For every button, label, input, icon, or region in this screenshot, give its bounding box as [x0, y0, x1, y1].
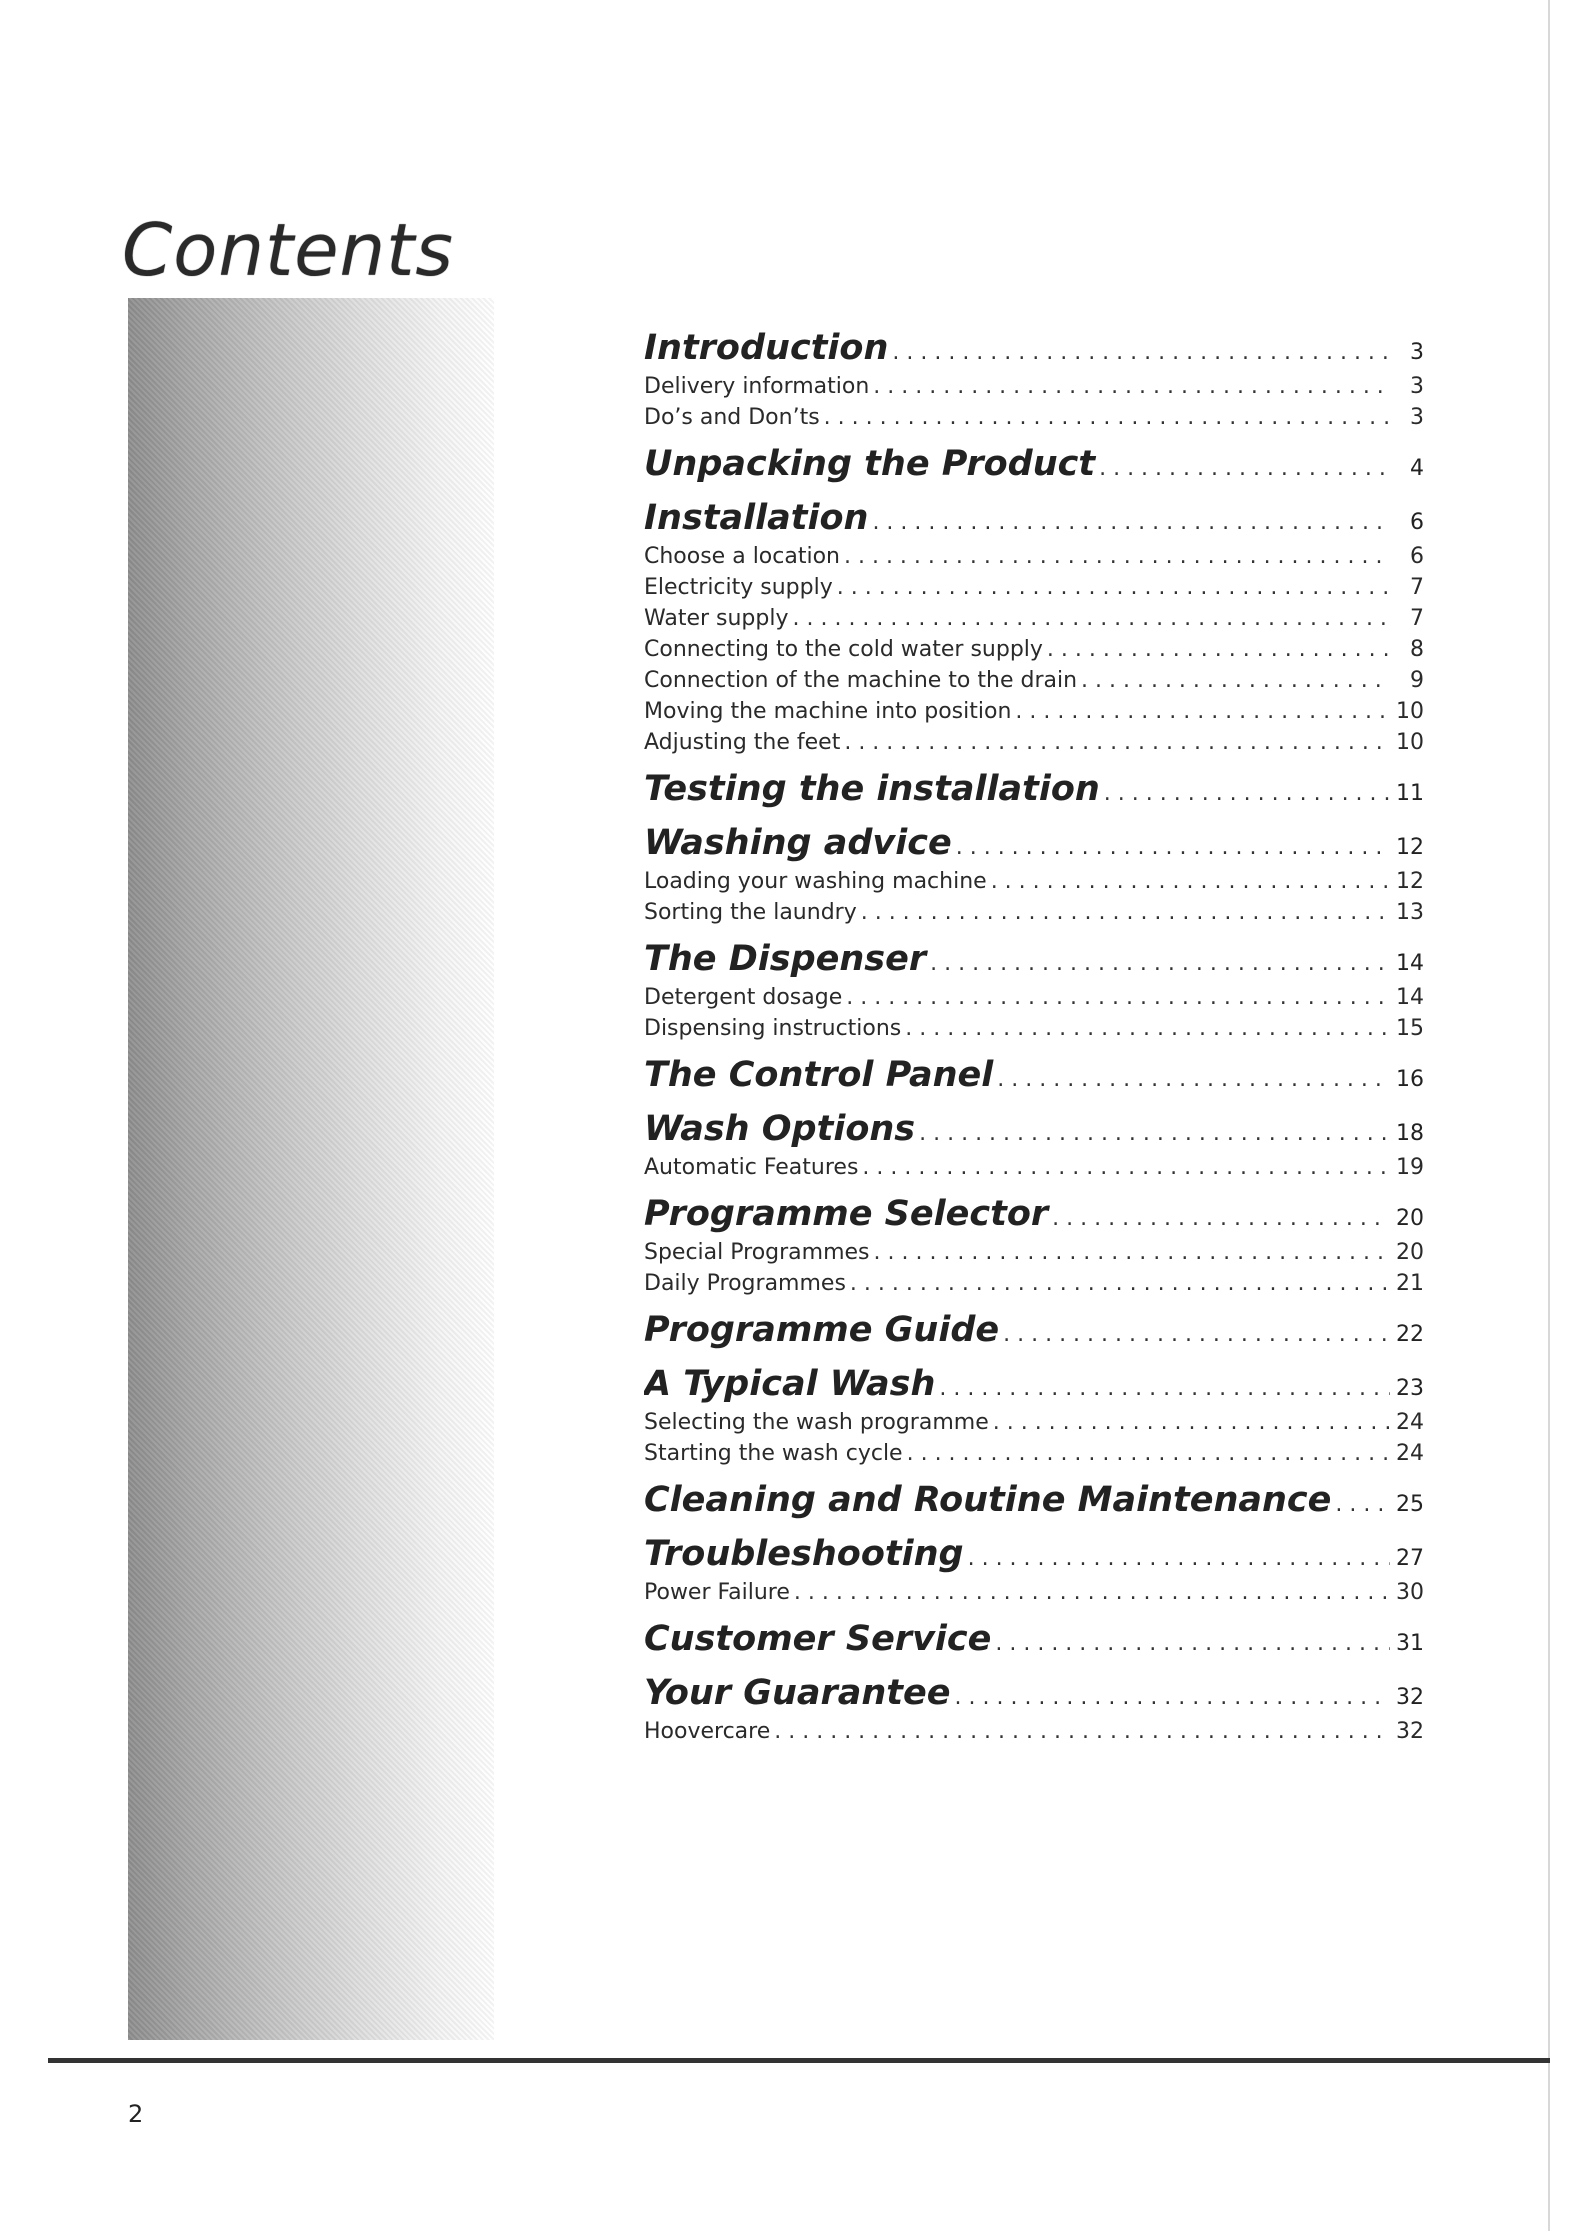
toc-page-number: 6: [1410, 510, 1424, 535]
toc-entry-title: Your Guarantee: [644, 1673, 951, 1713]
toc-page-number: 10: [1396, 730, 1424, 755]
toc-page-number: 8: [1410, 637, 1424, 662]
toc-page-number: 3: [1410, 340, 1424, 365]
toc-page-number: 11: [1396, 781, 1424, 806]
dot-leader: [793, 606, 1391, 631]
toc-entry-title: Introduction: [644, 328, 889, 368]
toc-subentry-selecting-the-wash-programme: [644, 1410, 1424, 1441]
dot-leader: [861, 900, 1390, 925]
dot-leader: [1104, 781, 1390, 806]
dot-leader: [794, 1580, 1390, 1605]
toc-subentry-title: Moving the machine into position: [644, 699, 1012, 724]
toc-subentry-title: Automatic Features: [644, 1155, 859, 1180]
toc-section: [644, 498, 1424, 761]
toc-subentry-water-supply: [644, 606, 1424, 637]
toc-page-number: 18: [1396, 1121, 1424, 1146]
dot-leader: [844, 544, 1390, 569]
dot-leader: [873, 374, 1390, 399]
toc-subentry-title: Connecting to the cold water supply: [644, 637, 1043, 662]
toc-entry-a-typical-wash: [644, 1364, 1424, 1410]
toc-section: [644, 1109, 1424, 1186]
toc-subentry-title: Do’s and Don’ts: [644, 405, 820, 430]
toc-entry-washing-advice: [644, 823, 1424, 869]
toc-page-number: 31: [1396, 1631, 1424, 1656]
dot-leader: [1047, 637, 1390, 662]
table-of-contents: [644, 328, 1424, 1750]
toc-page-number: 12: [1396, 869, 1424, 894]
toc-page-number: 30: [1396, 1580, 1424, 1605]
toc-subentry-choose-a-location: [644, 544, 1424, 575]
dot-leader: [850, 1271, 1390, 1296]
toc-subentry-loading-your-washing-machine: [644, 869, 1424, 900]
toc-entry-title: Testing the installation: [644, 769, 1100, 809]
toc-subentry-title: Special Programmes: [644, 1240, 870, 1265]
toc-page-number: 14: [1396, 985, 1424, 1010]
toc-subentry-detergent-dosage: [644, 985, 1424, 1016]
toc-entry-title: Programme Guide: [644, 1310, 1000, 1350]
toc-subentry-title: Detergent dosage: [644, 985, 843, 1010]
dot-leader: [837, 575, 1390, 600]
dot-leader: [956, 835, 1390, 860]
decorative-gradient-strip: [128, 298, 494, 2040]
toc-section: [644, 1310, 1424, 1356]
toc-subentry-automatic-features: [644, 1155, 1424, 1186]
toc-entry-title: Programme Selector: [644, 1194, 1049, 1234]
toc-subentry-title: Selecting the wash programme: [644, 1410, 989, 1435]
dot-leader: [1099, 456, 1390, 481]
toc-subentry-electricity-supply: [644, 575, 1424, 606]
toc-entry-the-control-panel: [644, 1055, 1424, 1101]
toc-section: [644, 1364, 1424, 1472]
toc-subentry-daily-programmes: [644, 1271, 1424, 1302]
toc-page-number: 10: [1396, 699, 1424, 724]
toc-subentry-title: Starting the wash cycle: [644, 1441, 903, 1466]
dot-leader: [905, 1016, 1390, 1041]
dot-leader: [824, 405, 1390, 430]
dot-leader: [930, 951, 1390, 976]
toc-section: [644, 444, 1424, 490]
toc-subentry-title: Water supply: [644, 606, 789, 631]
toc-page-number: 7: [1410, 606, 1424, 631]
toc-entry-title: Unpacking the Product: [644, 444, 1096, 484]
toc-subentry-dispensing-instructions: [644, 1016, 1424, 1047]
toc-section: [644, 823, 1424, 931]
toc-page-number: 3: [1410, 374, 1424, 399]
toc-entry-title: The Dispenser: [644, 939, 927, 979]
dot-leader: [846, 985, 1390, 1010]
toc-subentry-title: Delivery information: [644, 374, 870, 399]
page-title: Contents: [122, 208, 454, 292]
toc-page-number: 23: [1396, 1376, 1424, 1401]
dot-leader: [1052, 1206, 1390, 1231]
toc-entry-title: Washing advice: [644, 823, 952, 863]
dot-leader: [872, 510, 1390, 535]
toc-page-number: 14: [1396, 951, 1424, 976]
dot-leader: [919, 1121, 1390, 1146]
toc-page-number: 13: [1396, 900, 1424, 925]
toc-entry-title: The Control Panel: [644, 1055, 994, 1095]
toc-page-number: 19: [1396, 1155, 1424, 1180]
toc-section: [644, 769, 1424, 815]
toc-subentry-delivery-information: [644, 374, 1424, 405]
toc-entry-programme-selector: [644, 1194, 1424, 1240]
toc-section: [644, 1480, 1424, 1526]
toc-page-number: 22: [1396, 1322, 1424, 1347]
toc-page-number: 16: [1396, 1067, 1424, 1092]
toc-entry-wash-options: [644, 1109, 1424, 1155]
dot-leader: [993, 1410, 1390, 1435]
dot-leader: [892, 340, 1390, 365]
toc-subentry-starting-the-wash-cycle: [644, 1441, 1424, 1472]
toc-section: [644, 1673, 1424, 1750]
toc-section: [644, 328, 1424, 436]
dot-leader: [874, 1240, 1390, 1265]
toc-subentry-title: Power Failure: [644, 1580, 790, 1605]
toc-page-number: 24: [1396, 1410, 1424, 1435]
toc-entry-title: Wash Options: [644, 1109, 916, 1149]
dot-leader: [1015, 699, 1390, 724]
toc-entry-title: A Typical Wash: [644, 1364, 936, 1404]
dot-leader: [955, 1685, 1390, 1710]
toc-section: [644, 1055, 1424, 1101]
dot-leader: [968, 1546, 1390, 1571]
toc-page-number: 4: [1410, 456, 1424, 481]
toc-page-number: 21: [1396, 1271, 1424, 1296]
toc-page-number: 6: [1410, 544, 1424, 569]
toc-subentry-title: Electricity supply: [644, 575, 833, 600]
toc-subentry-connecting-to-the-cold-water-supply: [644, 637, 1424, 668]
toc-subentry-title: Daily Programmes: [644, 1271, 846, 1296]
dot-leader: [907, 1441, 1390, 1466]
toc-section: [644, 1619, 1424, 1665]
toc-entry-your-guarantee: [644, 1673, 1424, 1719]
toc-subentry-special-programmes: [644, 1240, 1424, 1271]
toc-subentry-title: Choose a location: [644, 544, 840, 569]
dot-leader: [997, 1067, 1390, 1092]
toc-page-number: 25: [1396, 1492, 1424, 1517]
dot-leader: [1003, 1322, 1390, 1347]
toc-subentry-title: Sorting the laundry: [644, 900, 857, 925]
toc-page-number: 32: [1396, 1719, 1424, 1744]
toc-entry-title: Customer Service: [644, 1619, 992, 1659]
toc-page-number: 3: [1410, 405, 1424, 430]
toc-page-number: 15: [1396, 1016, 1424, 1041]
dot-leader: [862, 1155, 1390, 1180]
dot-leader: [1081, 668, 1390, 693]
toc-page-number: 9: [1410, 668, 1424, 693]
toc-entry-title: Installation: [644, 498, 869, 538]
toc-subentry-title: Hoovercare: [644, 1719, 771, 1744]
toc-subentry-connection-of-the-machine-to-the-drain: [644, 668, 1424, 699]
dot-leader: [995, 1631, 1390, 1656]
toc-page-number: 32: [1396, 1685, 1424, 1710]
page-number: 2: [128, 2100, 144, 2128]
footer-rule: [48, 2058, 1550, 2063]
dot-leader: [774, 1719, 1390, 1744]
toc-page-number: 24: [1396, 1441, 1424, 1466]
toc-entry-introduction: [644, 328, 1424, 374]
toc-entry-title: Cleaning and Routine Maintenance: [644, 1480, 1332, 1520]
toc-entry-troubleshooting: [644, 1534, 1424, 1580]
toc-subentry-title: Dispensing instructions: [644, 1016, 902, 1041]
toc-subentry-hoovercare: [644, 1719, 1424, 1750]
page-edge-line: [1548, 0, 1550, 2231]
toc-entry-programme-guide: [644, 1310, 1424, 1356]
toc-entry-the-dispenser: [644, 939, 1424, 985]
toc-page-number: 7: [1410, 575, 1424, 600]
toc-entry-installation: [644, 498, 1424, 544]
toc-subentry-title: Connection of the machine to the drain: [644, 668, 1078, 693]
toc-subentry-moving-the-machine-into-position: [644, 699, 1424, 730]
toc-subentry-title: Adjusting the feet: [644, 730, 841, 755]
dot-leader: [991, 869, 1390, 894]
toc-section: [644, 1194, 1424, 1302]
toc-section: [644, 939, 1424, 1047]
toc-subentry-power-failure: [644, 1580, 1424, 1611]
toc-page-number: 12: [1396, 835, 1424, 860]
toc-entry-unpacking-the-product: [644, 444, 1424, 490]
toc-section: [644, 1534, 1424, 1611]
toc-page-number: 27: [1396, 1546, 1424, 1571]
dot-leader: [1335, 1492, 1390, 1517]
toc-entry-cleaning-and-routine-maintenance: [644, 1480, 1424, 1526]
toc-page-number: 20: [1396, 1206, 1424, 1231]
toc-subentry-do-s-and-don-ts: [644, 405, 1424, 436]
toc-page-number: 20: [1396, 1240, 1424, 1265]
toc-subentry-sorting-the-laundry: [644, 900, 1424, 931]
toc-subentry-adjusting-the-feet: [644, 730, 1424, 761]
toc-subentry-title: Loading your washing machine: [644, 869, 987, 894]
dot-leader: [939, 1376, 1390, 1401]
toc-entry-customer-service: [644, 1619, 1424, 1665]
toc-entry-title: Troubleshooting: [644, 1534, 964, 1574]
dot-leader: [844, 730, 1390, 755]
toc-entry-testing-the-installation: [644, 769, 1424, 815]
